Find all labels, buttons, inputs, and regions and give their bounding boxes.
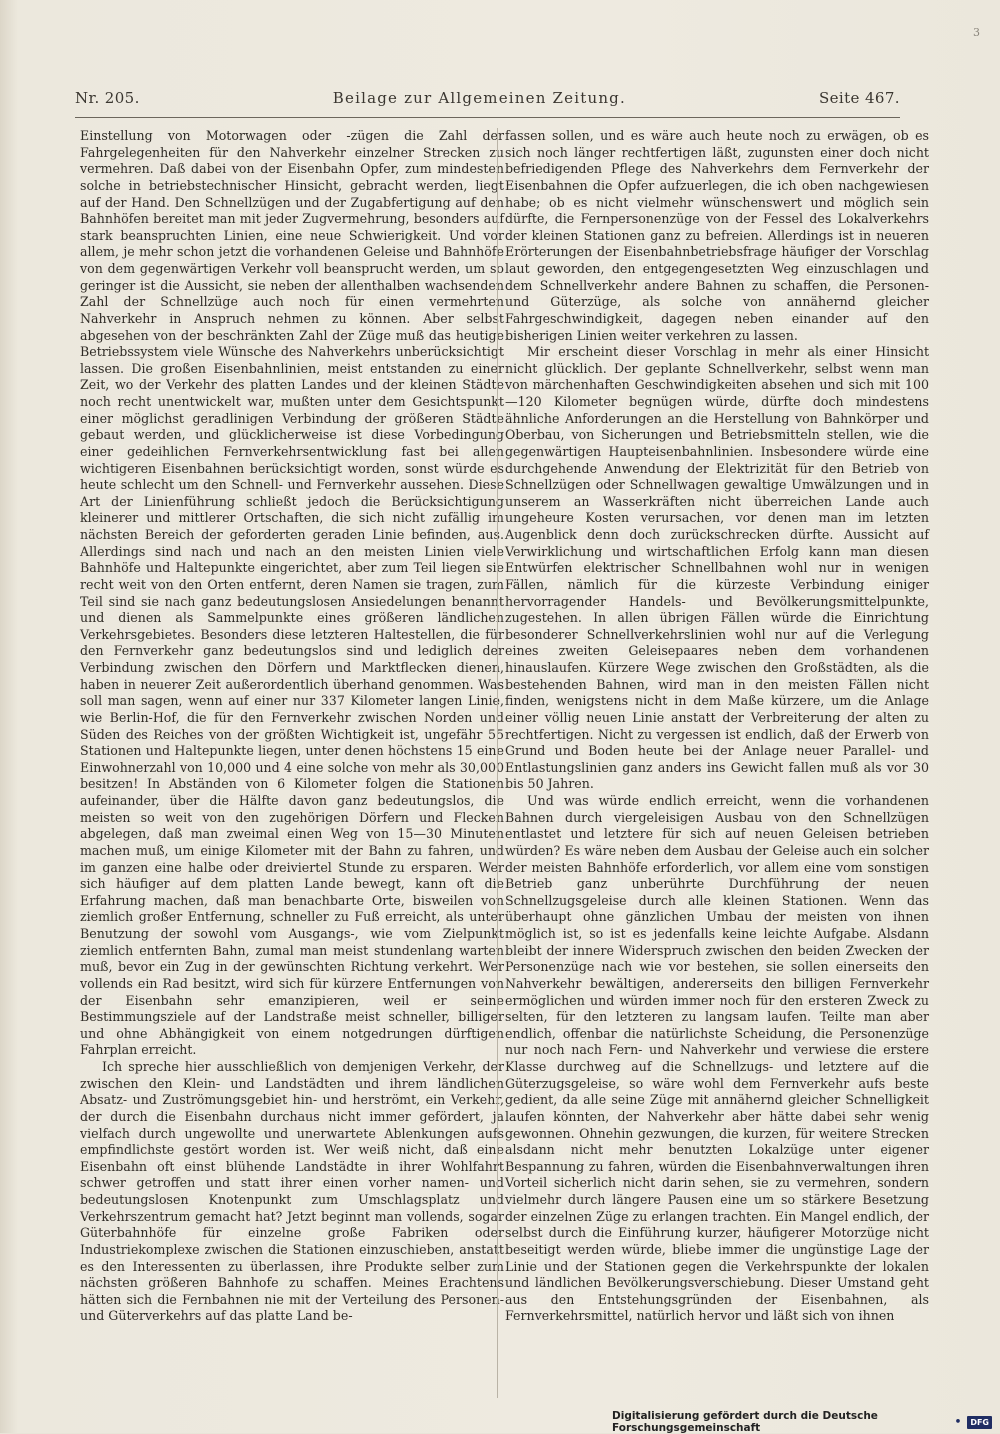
dfg-logo-icon: DFG: [967, 1416, 992, 1429]
right-column: [505, 128, 929, 1325]
issue-number: Nr. 205.: [75, 89, 140, 107]
footer-separator: •: [954, 1416, 962, 1428]
header-rule: [75, 117, 900, 118]
footer-credit: Digitalisierung gefördert durch die Deutsche Forschungsgemeinschaft: [612, 1410, 878, 1434]
page-header: [75, 86, 900, 110]
digitization-footer: [612, 1410, 992, 1434]
left-paragraph-1: Einstellung von Motorwagen oder -zügen die Zahl der Fahrgelegenheiten für den Nahverkehr einzelner Strecken zu vermehren. Daß dabei von der Eisenbahn Opfer, zum mindesten solche in betriebstechnischer Hinsicht, gebracht werden, liegt auf der Hand. Den Schnellzügen und der Zugabfertigung auf den Bahnhöfen bereitet man mit jeder Zugvermehrung, besonders auf stark beanspruchten Linien, eine neue Schwierigkeit. Und vor allem, je mehr schon jetzt die vorhandenen Geleise und Bahnhöfe von dem gegenwärtigen Verkehr voll beansprucht werden, um so geringer ist die Aussicht, sie neben der allenthalben wachsenden Zahl der Schnellzüge auch noch für einen vermehrten Nahverkehr in Anspruch nehmen zu können. Aber selbst abgesehen von der beschränkten Zahl der Züge muß das heutige Betriebssystem viele Wünsche des Nahverkehrs unberücksichtigt lassen. Die großen Eisenbahnlinien, meist entstanden zu einer Zeit, wo der Verkehr des platten Landes und der kleinen Städte noch recht unentwickelt war, mußten unter dem Gesichtspunkt einer möglichst geradlinigen Verbindung der größeren Städte gebaut werden, und glücklicherweise ist diese Vorbedingung einer gedeihlichen Fernverkehrsentwicklung fast bei allen wichtigeren Eisenbahnen berücksichtigt worden, sonst würde es heute schlecht um den Schnell- und Fernverkehr aussehen. Diese Art der Linienführung schließt jedoch die Berücksichtigung kleinerer und mittlerer Ortschaften, die sich nicht zufällig im nächsten Bereich der geforderten geraden Linie befinden, aus. Allerdings sind nach und nach an den meisten Linien viele Bahnhöfe und Haltepunkte eingerichtet, aber zum Teil liegen sie recht weit von den Orten entfernt, deren Namen sie tragen, zum Teil sind sie nach ganz bedeutungslosen Ansiedelungen benannt und dienen als Sammelpunkte eines größeren ländlichen Verkehrsgebietes. Besonders diese letzteren Haltestellen, die für den Fernverkehr ganz bedeutungslos sind und lediglich der Verbindung zwischen den Dörfern und Marktflecken dienen, haben in neuerer Zeit außerordentlich überhand genommen. Was soll man sagen, wenn auf einer nur 337 Kilometer langen Linie, wie Berlin-Hof, die für den Fernverkehr zwischen Norden und Süden des Reiches von der größten Wichtigkeit ist, ungefähr 55 Stationen und Haltepunkte liegen, unter denen höchstens 15 eine Einwohnerzahl von 10,000 und 4 eine solche von mehr als 30,000 besitzen! In Abständen von 6 Kilometer folgen die Stationen aufeinander, über die Hälfte davon ganz bedeutungslos, die meisten so weit von den zugehörigen Dörfern und Flecken abgelegen, daß man zweimal einen Weg von 15—30 Minuten machen muß, um einige Kilometer mit der Bahn zu fahren, und im ganzen eine halbe oder dreiviertel Stunde zu ersparen. Wer sich häufiger auf dem platten Lande bewegt, kann oft die Erfahrung machen, daß man benachbarte Orte, bisweilen von ziemlich großer Entfernung, schneller zu Fuß erreicht, als unter Benutzung der sowohl vom Ausgangs-, wie vom Zielpunkt ziemlich entfernten Bahn, zumal man meist stundenlang warten muß, bevor ein Zug in der gewünschten Richtung verkehrt. Wer vollends ein Rad besitzt, wird sich für kürzere Entfernungen von der Eisenbahn sehr emanzipieren, weil er seine Bestimmungsziele auf der Landstraße meist schneller, billiger und ohne Abhängigkeit von einem notgedrungen dürftigen Fahrplan erreicht.: [80, 128, 504, 1058]
left-column: [80, 128, 504, 1325]
right-paragraph-3: Und was würde endlich erreicht, wenn die vorhandenen Bahnen durch viergeleisigen Ausbau von den Schnellzügen entlastet und letztere für sich auf neuen Geleisen betrieben würden? Es wäre neben dem Ausbau der Geleise auch ein solcher der meisten Bahnhöfe erforderlich, vor allem eine vom sonstigen Betrieb ganz unberührte Durchführung der neuen Schnellzugsgeleise durch alle kleinen Stationen. Wenn das überhaupt ohne gänzlichen Umbau der meisten von ihnen möglich ist, so ist es jedenfalls keine leichte Aufgabe. Alsdann bleibt der innere Widerspruch zwischen den beiden Zwecken der Personenzüge nach wie vor bestehen, sie sollen einerseits den Nahverkehr bewältigen, andererseits den billigen Fernverkehr ermöglichen und würden immer noch für den ersteren Zweck zu selten, für den letzteren zu langsam laufen. Teilte man aber endlich, offenbar die natürlichste Scheidung, die Personenzüge nur noch nach Fern- und Nahverkehr und verwiese die erstere Klasse durchweg auf die Schnellzugs- und letztere auf die Güterzugsgeleise, so wäre wohl dem Fernverkehr aufs beste gedient, da alle seine Züge mit annähernd gleicher Schnelligkeit laufen könnten, der Nahverkehr aber hätte dabei sehr wenig gewonnen. Ohnehin gezwungen, die kurzen, für weitere Strecken alsdann nicht mehr benutzten Lokalzüge unter eigener Bespannung zu fahren, würden die Eisenbahnverwaltungen ihren Vorteil sicherlich nicht darin sehen, sie zu vermehren, sondern vielmehr durch längere Pausen eine um so stärkere Besetzung der einzelnen Züge zu erlangen trachten. Ein Mangel endlich, der selbst durch die Einführung kurzer, häufigerer Motorzüge nicht beseitigt werden würde, bliebe immer die ungünstige Lage der Linie und der Stationen gegen die Verkehrspunkte der lokalen und ländlichen Bevölkerungsverschiebung. Dieser Umstand geht aus den Entstehungsgründen der Eisenbahnen, als Fernverkehrsmittel, natürlich hervor und läßt sich von ihnen: [505, 793, 929, 1324]
corner-mark: 3: [973, 26, 980, 39]
page-number: Seite 467.: [818, 89, 900, 107]
right-paragraph-1: fassen sollen, und es wäre auch heute noch zu erwägen, ob es sich noch länger rechtfertigen läßt, zugunsten einer doch nicht befriedigenden Pflege des Nahverkehrs dem Fernverkehr der Eisenbahnen die Opfer aufzuerlegen, die ich oben nachgewiesen habe; ob es nicht vielmehr wünschenswert und möglich sein dürfte, die Fernpersonenzüge von der Fessel des Lokalverkehrs der kleinen Stationen ganz zu befreien. Allerdings ist in neueren Erörterungen der Eisenbahnbetriebsfrage häufiger der Vorschlag laut geworden, den entgegengesetzten Weg einzuschlagen und dem Schnellverkehr andere Bahnen zu schaffen, die Personen- und Güterzüge, als solche von annähernd gleicher Fahrgeschwindigkeit, dagegen neben einander auf den bisherigen Linien weiter verkehren zu lassen.: [505, 128, 929, 343]
right-paragraph-2: Mir erscheint dieser Vorschlag in mehr als einer Hinsicht nicht glücklich. Der geplante Schnellverkehr, selbst wenn man von märchenhaften Geschwindigkeiten absehen und sich mit 100—120 Kilometer begnügen würde, dürfte doch mindestens ähnliche Anforderungen an die Herstellung von Bahnkörper und Oberbau, von Sicherungen und Betriebsmitteln stellen, wie die gegenwärtigen Haupteisenbahnlinien. Insbesondere würde eine durchgehende Anwendung der Elektrizität für den Betrieb von Schnellzügen oder Schnellwagen gewaltige Umwälzungen und in unserem an Wasserkräften nicht überreichen Lande auch ungeheure Kosten verursachen, vor denen man im letzten Augenblick denn doch zurückschrecken dürfte. Aussicht auf Verwirklichung und wirtschaftlichen Erfolg kann man diesen Entwürfen elektrischer Schnellbahnen wohl nur in wenigen Fällen, nämlich für die kürzeste Verbindung einiger hervorragender Handels- und Bevölkerungsmittelpunkte, zugestehen. In allen übrigen Fällen würde die Einrichtung besonderer Schnellverkehrslinien wohl nur auf die Verlegung eines zweiten Geleisepaares neben dem vorhandenen hinauslaufen. Kürzere Wege zwischen den Großstädten, als die bestehenden Bahnen, wird man in den meisten Fällen nicht finden, wenigstens nicht in dem Maße kürzere, um die Anlage einer völlig neuen Linie anstatt der Verbreiterung der alten zu rechtfertigen. Nicht zu vergessen ist endlich, daß der Erwerb von Grund und Boden heute bei der Anlage neuer Parallel- und Entlastungslinien ganz anders ins Gewicht fallen muß als vor 30 bis 50 Jahren.: [505, 344, 929, 792]
column-divider: [497, 128, 498, 1398]
supplement-title: Beilage zur Allgemeinen Zeitung.: [332, 89, 626, 107]
left-paragraph-2: Ich spreche hier ausschließlich von demjenigen Verkehr, der zwischen den Klein- und Landstädten und ihrem ländlichen Absatz- und Zuströmungsgebiet hin- und herströmt, ein Verkehr, der durch die Eisenbahn durchaus nicht immer gefördert, ja vielfach durch ungewollte und unerwartete Ablenkungen aufs empfindlichste gestört worden ist. Wer weiß nicht, daß eine Eisenbahn oft einst blühende Landstädte in ihrer Wohlfahrt schwer getroffen und statt ihrer einen vorher namen- und bedeutungslosen Knotenpunkt zum Umschlagsplatz und Verkehrszentrum gemacht hat? Jetzt beginnt man vollends, sogar Güterbahnhöfe für einzelne große Fabriken oder Industriekomplexe zwischen die Stationen einzuschieben, anstatt es den Interessenten zu überlassen, ihre Produkte selber zum nächsten größeren Bahnhofe zu schaffen. Meines Erachtens hätten sich die Fernbahnen nie mit der Verteilung des Personen- und Güterverkehrs auf das platte Land be-: [80, 1059, 504, 1324]
